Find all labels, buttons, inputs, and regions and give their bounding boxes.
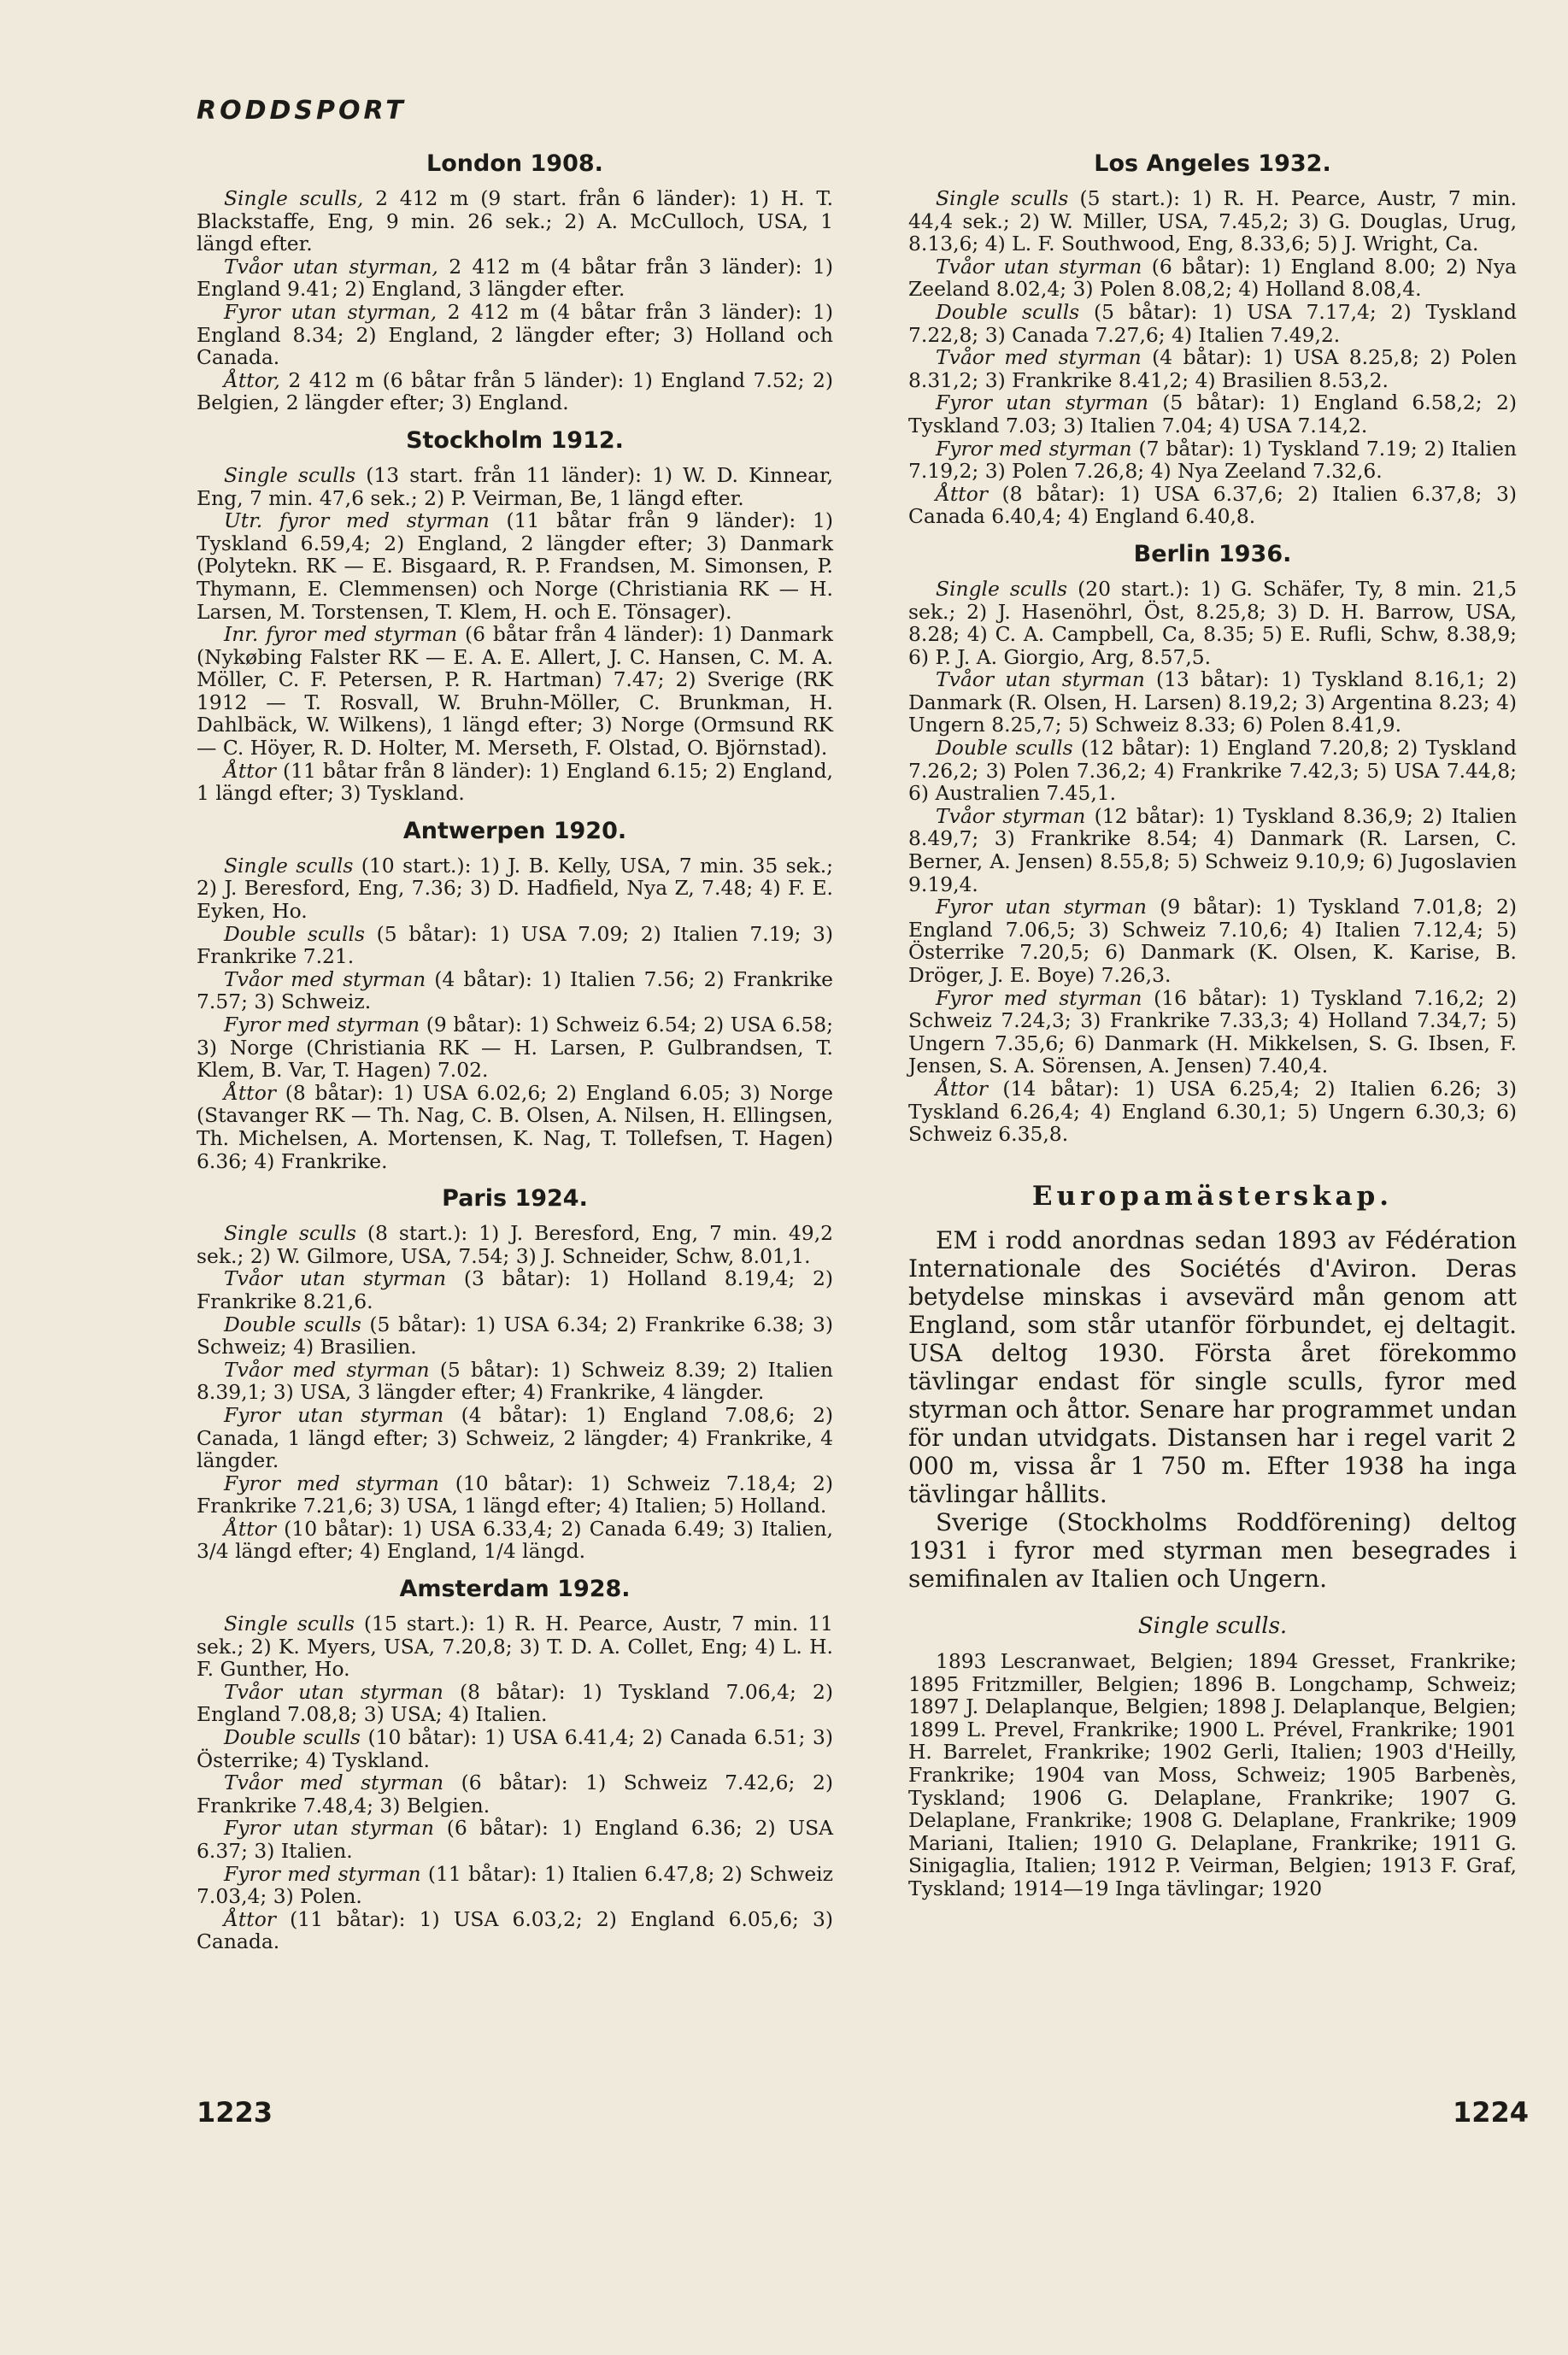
event-result (197, 1472, 833, 1518)
event-label: Single sculls (224, 1221, 356, 1246)
event-text: (5 båtar): 1) England 6.58,2; 2) Tyskland 7.03; 3) Italien 7.04; 4) USA 7.14,2. (908, 391, 1517, 438)
event-result (197, 255, 833, 301)
event-result (197, 760, 833, 805)
event-label: Double sculls (224, 1312, 361, 1336)
event-text: (11 båtar från 8 länder): 1) England 6.15; 2) England, 1 längd efter; 3) Tyskland. (197, 758, 833, 806)
event-label: Åttor (224, 1906, 276, 1931)
event-text: (3 båtar): 1) Holland 8.19,4; 2) Frankrike 8.21,6. (197, 1266, 833, 1313)
event-text: (9 båtar): 1) Schweiz 6.54; 2) USA 6.58; 3) Norge (Christiania RK — H. Larsen, P. Gulbrandsen, T. Klem, B. Var, T. Hagen) 7.02. (197, 1013, 833, 1083)
event-label: Fyror med styrman (936, 436, 1132, 461)
event-result (197, 1817, 833, 1862)
event-label: Single sculls (224, 853, 354, 878)
event-label: Tvåor utan styrman (224, 1266, 447, 1291)
event-result (197, 1404, 833, 1472)
games-section (197, 817, 833, 1172)
event-label: Double sculls (936, 736, 1073, 761)
event-result (197, 369, 833, 414)
event-label: Fyror med styrman (936, 985, 1142, 1010)
event-text: (13 start. från 11 länder): 1) W. D. Kinnear, Eng, 7 min. 47,6 sek.; 2) P. Veirman, Be, 1 längd efter. (197, 462, 834, 510)
games-heading: London 1908. (426, 150, 603, 177)
event-result (197, 187, 833, 255)
event-label: Single sculls (936, 576, 1068, 601)
event-label: Fyror med styrman (224, 1013, 420, 1037)
event-text: (11 båtar från 9 länder): 1) Tyskland 6.59,4; 2) England, 2 längder efter; 3) Danmark (Polytekn. RK — E. Bisgaard, R. P. Frandsen, M. Simonsen, P. Thymann, E. Clemmensen) och Norge (Christiania RK — H. Larsen, M. Torstensen, T. Klem, H. och E. Tönsager). (197, 508, 833, 624)
event-label: Åttor (936, 481, 988, 506)
event-text: (8 båtar): 1) Tyskland 7.06,4; 2) England 7.08,8; 3) USA; 4) Italien. (197, 1679, 833, 1727)
event-text: (4 båtar): 1) England 7.08,6; 2) Canada, 1 längd efter; 3) Schweiz, 2 längder; 4) Frankrike, 4 längder. (197, 1402, 833, 1473)
event-text: (5 start.): 1) R. H. Pearce, Austr, 7 min. 44,4 sek.; 2) W. Miller, USA, 7.45,2; 3) G. Douglas, Urug, 8.13,6; 4) L. F. Southwood, Eng, 8.33,6; 5) J. Wright, Ca. (908, 186, 1518, 256)
europamasterskap-paragraph-1: EM i rodd anordnas sedan 1893 av Fédération Internationale des Sociétés d'Aviron. Deras betydelse minskas i avsevärd mån genom att England, som står utanför förbundet, ej deltagit. USA deltog 1930. Första året förekommo tävlingar endast för single sculls, fyror med styrman och åttor. Senare har programmet undan för undan utvidgats. Distansen har i regel varit 2 000 m, vissa år 1 750 m. Efter 1938 ha inga tävlingar hållits. (908, 1226, 1517, 1509)
right-column (908, 150, 1517, 1900)
games-heading: Paris 1924. (442, 1185, 588, 1213)
games-heading: Antwerpen 1920. (402, 817, 627, 844)
event-label: Fyror utan styrman (936, 391, 1148, 415)
event-label: Tvåor utan styrman (936, 667, 1145, 692)
event-label: Åttor, (224, 367, 280, 392)
event-label: Tvåor utan styrman, (224, 254, 438, 279)
event-text: (8 båtar): 1) USA 6.02,6; 2) England 6.05; 3) Norge (Stavanger RK — Th. Nag, C. B. Olsen, A. Nilsen, H. Ellingsen, Th. Michelsen, A. Mortensen, K. Nag, T. Tollefsen, T. Hagen) 6.36; 4) Frankrike. (197, 1080, 833, 1173)
games-heading: Stockholm 1912. (406, 426, 624, 454)
event-text: (14 båtar): 1) USA 6.25,4; 2) Italien 6.26; 3) Tyskland 6.26,4; 4) England 6.30,1; 5) Ungern 6.30,3; 6) Schweiz 6.35,8. (908, 1076, 1517, 1147)
event-text: (11 båtar): 1) Italien 6.47,8; 2) Schweiz 7.03,4; 3) Polen. (197, 1861, 833, 1909)
games-heading: Amsterdam 1928. (399, 1576, 631, 1603)
event-text: (6 båtar): 1) England 6.36; 2) USA 6.37; 3) Italien. (197, 1816, 834, 1863)
games-section (197, 1184, 833, 1563)
event-result (197, 923, 833, 968)
europamasterskap-paragraph-2: Sverige (Stockholms Roddförening) deltog 1931 i fyror med styrman men besegrades i semifinalen av Italien och Ungern. (908, 1508, 1517, 1594)
event-text: (15 start.): 1) R. H. Pearce, Austr, 7 min. 11 sek.; 2) K. Myers, USA, 7.20,8; 3) T. D. A. Collet, Eng; 4) L. H. F. Gunther, Ho. (197, 1612, 833, 1682)
event-label: Fyror utan styrman (936, 895, 1147, 919)
event-result (197, 1771, 833, 1817)
event-label: Tvåor med styrman (224, 966, 426, 991)
event-text: 2 412 m (4 båtar från 3 länder): 1) England 9.41; 2) England, 3 längder efter. (197, 254, 833, 302)
page-number-left: 1223 (197, 2096, 273, 2129)
event-text: (10 båtar): 1) USA 6.33,4; 2) Canada 6.49; 3) Italien, 3/4 längd efter; 4) England, 1/4 längd. (197, 1516, 833, 1564)
event-text: (5 båtar): 1) USA 7.09; 2) Italien 7.19; 3) Frankrike 7.21. (197, 921, 833, 969)
event-label: Utr. fyror med styrman (224, 508, 490, 533)
europamasterskap-title: Europamästerskap. (1031, 1180, 1394, 1212)
single-sculls-subheading: Single sculls. (1137, 1613, 1288, 1640)
event-text: (10 båtar): 1) Schweiz 7.18,4; 2) Frankrike 7.21,6; 3) USA, 1 längd efter; 4) Italien; 5) Holland. (197, 1471, 833, 1518)
event-result (908, 987, 1517, 1078)
games-section (197, 426, 833, 805)
event-text: (10 start.): 1) J. B. Kelly, USA, 7 min. 35 sek.; 2) J. Beresford, Eng, 7.36; 3) D. Hadfield, Nya Z, 7.48; 4) F. E. Eyken, Ho. (197, 853, 834, 924)
event-result (908, 301, 1517, 346)
event-result (197, 1359, 833, 1404)
event-text: (6 båtar från 4 länder): 1) Danmark (Nykøbing Falster RK — E. A. E. Allert, J. C. Hansen, C. M. A. Möller, C. F. Petersen, P. R. Hartman) 7.47; 2) Sverige (RK 1912 — T. Rosvall, W. Bruhn-Möller, C. Brunkman, H. Dahlbäck, W. Wilkens), 1 längd efter; 3) Norge (Ormsund RK — C. Höyer, R. D. Holter, M. Merseth, F. Olstad, O. Björnstad). (197, 622, 833, 761)
games-heading: Los Angeles 1932. (1094, 150, 1331, 177)
event-label: Tvåor utan styrman (224, 1679, 443, 1704)
event-text: (9 båtar): 1) Tyskland 7.01,8; 2) England 7.06,5; 3) Schweiz 7.10,6; 4) Italien 7.12,4; 5) Österrike 7.20,5; 6) Danmark (K. Olsen, K. Karise, B. Dröger, J. E. Boye) 7.26,3. (908, 895, 1517, 987)
event-text: (12 båtar): 1) Tyskland 8.36,9; 2) Italien 8.49,7; 3) Frankrike 8.54; 4) Danmark (R. Larsen, C. Berner, A. Jensen) 8.55,8; 5) Schweiz 9.10,9; 6) Jugoslavien 9.19,4. (908, 803, 1518, 896)
event-label: Single sculls (224, 462, 356, 487)
event-label: Tvåor med styrman (936, 345, 1142, 370)
event-result (197, 854, 833, 923)
left-column (197, 150, 833, 1965)
event-result (908, 255, 1517, 301)
event-result (908, 737, 1517, 805)
single-sculls-champions-list: 1893 Lescranwaet, Belgien; 1894 Gresset, Frankrike; 1895 Fritzmiller, Belgien; 1896 B. Longchamp, Schweiz; 1897 J. Delaplanque, Belgien; 1898 J. Delaplanque, Belgien; 1899 L. Prevel, Frankrike; 1900 L. Prével, Frankrike; 1901 H. Barrelet, Frankrike; 1902 Gerli, Italien; 1903 d'Heilly, Frankrike; 1904 van Moss, Schweiz; 1905 Barbenès, Tyskland; 1906 G. Delaplane, Frankrike; 1907 G. Delaplane, Frankrike; 1908 G. Delaplane, Frankrike; 1909 Mariani, Italien; 1910 G. Delaplane, Frankrike; 1911 G. Sinigaglia, Italien; 1912 P. Veirman, Belgien; 1913 F. Graf, Tyskland; 1914—19 Inga tävlingar; 1920 (908, 1648, 1517, 1900)
page-number-right: 1224 (1453, 2096, 1530, 2129)
event-result (908, 668, 1517, 737)
event-text: 2 412 m (9 start. från 6 länder): 1) H. T. Blackstaffe, Eng, 9 min. 26 sek.; 2) A. McCulloch, USA, 1 längd efter. (197, 186, 834, 256)
games-section (197, 1575, 833, 1953)
event-result (197, 509, 833, 623)
event-label: Tvåor med styrman (224, 1771, 444, 1795)
event-label: Single sculls (224, 1612, 355, 1636)
event-label: Tvåor utan styrman (936, 254, 1142, 279)
games-section (908, 540, 1517, 1146)
event-result (197, 1612, 833, 1681)
event-label: Double sculls (224, 921, 365, 946)
event-result (197, 623, 833, 760)
event-label: Tvåor styrman (936, 803, 1086, 828)
event-result (197, 1863, 833, 1908)
event-label: Åttor (224, 1516, 276, 1541)
event-label: Fyror utan styrman, (224, 299, 438, 324)
event-result (197, 1908, 833, 1953)
running-head: RODDSPORT (197, 96, 407, 126)
event-result (908, 438, 1517, 483)
event-text: (12 båtar): 1) England 7.20,8; 2) Tyskland 7.26,2; 3) Polen 7.36,2; 4) Frankrike 7.42,3; 5) USA 7.44,8; 6) Australien 7.45,1. (908, 736, 1517, 806)
event-result (197, 1013, 833, 1082)
games-section (908, 150, 1517, 528)
event-text: (5 båtar): 1) Schweiz 8.39; 2) Italien 8.39,1; 3) USA, 3 längder efter; 4) Frankrike, 4 längder. (197, 1357, 833, 1405)
event-text: (4 båtar): 1) USA 8.25,8; 2) Polen 8.31,2; 3) Frankrike 8.41,2; 4) Brasilien 8.53,2. (908, 345, 1518, 392)
event-text: (16 båtar): 1) Tyskland 7.16,2; 2) Schweiz 7.24,3; 3) Frankrike 7.33,3; 4) Holland 7.34,7; 5) Ungern 7.35,6; 6) Danmark (H. Mikkelsen, S. G. Ibsen, F. Jensen, S. A. Sörensen, A. Jensen) 7.40,4. (908, 985, 1518, 1078)
event-result (908, 391, 1517, 437)
event-result (197, 1313, 833, 1359)
event-text: (7 båtar): 1) Tyskland 7.19; 2) Italien 7.19,2; 3) Polen 7.26,8; 4) Nya Zeeland 7.32,6. (908, 436, 1517, 484)
event-text: (8 start.): 1) J. Beresford, Eng, 7 min. 49,2 sek.; 2) W. Gilmore, USA, 7.54; 3) J. Schneider, Schw, 8.01,1. (197, 1221, 834, 1268)
event-text: (10 båtar): 1) USA 6.41,4; 2) Canada 6.51; 3) Österrike; 4) Tyskland. (197, 1725, 833, 1772)
event-label: Double sculls (224, 1725, 361, 1750)
event-label: Tvåor med styrman (224, 1357, 430, 1382)
event-label: Fyror utan styrman (224, 1402, 444, 1427)
event-text: (4 båtar): 1) Italien 7.56; 2) Frankrike 7.57; 3) Schweiz. (197, 966, 833, 1014)
event-text: (6 båtar): 1) England 8.00; 2) Nya Zeeland 8.02,4; 3) Polen 8.08,2; 4) Holland 8.08,4. (908, 254, 1518, 302)
event-label: Åttor (224, 758, 276, 783)
event-text: (5 båtar): 1) USA 7.17,4; 2) Tyskland 7.22,8; 3) Canada 7.27,6; 4) Italien 7.49,2. (908, 299, 1517, 347)
event-result (908, 896, 1517, 986)
event-result (197, 1222, 833, 1267)
event-text: (13 båtar): 1) Tyskland 8.16,1; 2) Danmark (R. Olsen, H. Larsen) 8.19,2; 3) Argentina 8.23; 4) Ungern 8.25,7; 5) Schweiz 8.33; 6) Polen 8.41,9. (908, 667, 1517, 737)
event-result (197, 1518, 833, 1563)
event-label: Inr. fyror med styrman (224, 622, 458, 647)
event-label: Fyror utan styrman (224, 1816, 434, 1841)
event-result (908, 483, 1517, 528)
event-label: Åttor (224, 1080, 276, 1105)
event-text: (6 båtar): 1) Schweiz 7.42,6; 2) Frankrike 7.48,4; 3) Belgien. (197, 1771, 833, 1818)
event-result (908, 578, 1517, 668)
event-result (197, 968, 833, 1013)
event-result (197, 1082, 833, 1172)
games-heading: Berlin 1936. (1133, 540, 1292, 567)
event-label: Fyror med styrman (224, 1861, 421, 1886)
event-result (908, 187, 1517, 255)
event-result (197, 1681, 833, 1726)
event-label: Double sculls (936, 299, 1080, 324)
event-result (908, 805, 1517, 896)
event-text: (5 båtar): 1) USA 6.34; 2) Frankrike 6.38; 3) Schweiz; 4) Brasilien. (197, 1312, 833, 1360)
event-result (908, 1078, 1517, 1146)
event-result (197, 1267, 833, 1313)
event-text: (8 båtar): 1) USA 6.37,6; 2) Italien 6.37,8; 3) Canada 6.40,4; 4) England 6.40,8. (908, 481, 1517, 529)
event-result (197, 1726, 833, 1771)
event-text: (20 start.): 1) G. Schäfer, Ty, 8 min. 21,5 sek.; 2) J. Hasenöhrl, Öst, 8.25,8; 3) D. H. Barrow, USA, 8.28; 4) C. A. Campbell, Ca, 8.35; 5) E. Rufli, Schw, 8.38,9; 6) P. J. A. Giorgio, Arg, 8.57,5. (908, 576, 1518, 669)
event-result (197, 301, 833, 369)
event-label: Åttor (936, 1076, 988, 1101)
event-text: (11 båtar): 1) USA 6.03,2; 2) England 6.05,6; 3) Canada. (197, 1906, 833, 1954)
event-label: Fyror med styrman (224, 1471, 439, 1495)
event-label: Single sculls (936, 186, 1069, 210)
event-result (908, 346, 1517, 391)
games-section (197, 150, 833, 414)
event-result (197, 464, 833, 509)
event-text: 2 412 m (6 båtar från 5 länder): 1) England 7.52; 2) Belgien, 2 längder efter; 3) England. (197, 367, 833, 415)
event-label: Single sculls, (224, 186, 364, 210)
event-text: 2 412 m (4 båtar från 3 länder): 1) England 8.34; 2) England, 2 längder efter; 3) Holland och Canada. (197, 299, 833, 370)
